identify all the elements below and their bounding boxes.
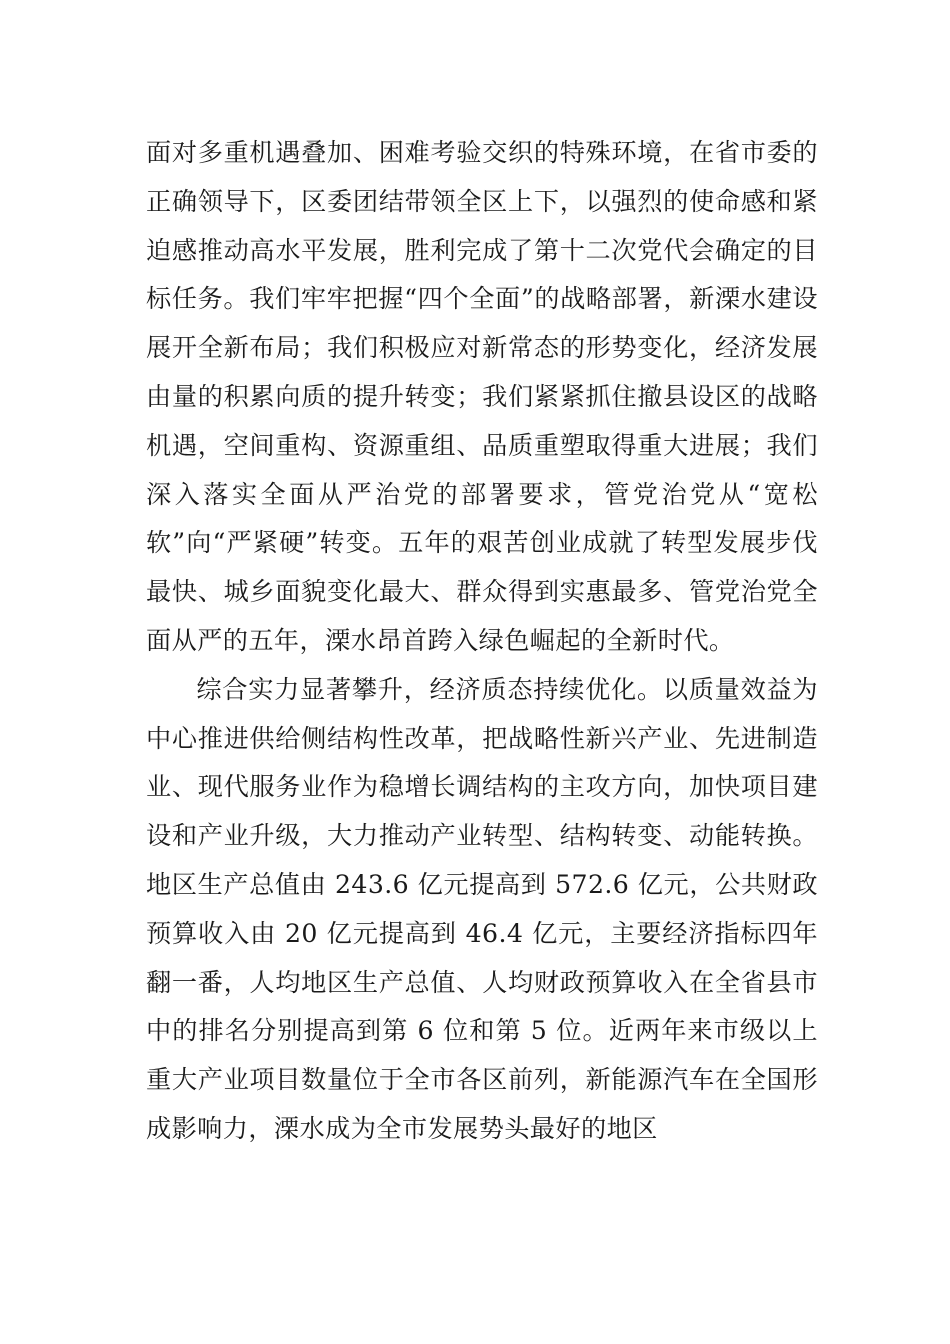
paragraph-1: 面对多重机遇叠加、困难考验交织的特殊环境，在省市委的正确领导下，区委团结带领全区上下，以强烈的使命感和紧迫感推动高水平发展，胜利完成了第十二次党代会确定的目标任务。我们牢牢把握“四个全面”的战略部署，新溧水建设展开全新布局；我们积极应对新常态的形势变化，经济发展由量的积累向质的提升转变；我们紧紧抓住撤县设区的战略机遇，空间重构、资源重组、品质重塑取得重大进展；我们深入落实全面从严治党的部署要求，管党治党从“宽松软”向“严紧硬”转变。五年的艰苦创业成就了转型发展步伐最快、城乡面貌变化最大、群众得到实惠最多、管党治党全面从严的五年，溧水昂首跨入绿色崛起的全新时代。 (146, 138, 818, 655)
paragraph-2: 综合实力显著攀升，经济质态持续优化。以质量效益为中心推进供给侧结构性改革，把战略性新兴产业、先进制造业、现代服务业作为稳增长调结构的主攻方向，加快项目建设和产业升级，大力推动产业转型、结构转变、动能转换。地区生产总值由 243.6 亿元提高到 572.6 亿元，公共财政预算收入由 20 亿元提高到 46.4 亿元，主要经济指标四年翻一番，人均地区生产总值、人均财政预算收入在全省县市中的排名分别提高到第 6 位和第 5 位。近两年来市级以上重大产业项目数量位于全市各区前列，新能源汽车在全国形成影响力，溧水成为全市发展势头最好的地区 (146, 674, 818, 1143)
document-body (146, 129, 818, 1154)
